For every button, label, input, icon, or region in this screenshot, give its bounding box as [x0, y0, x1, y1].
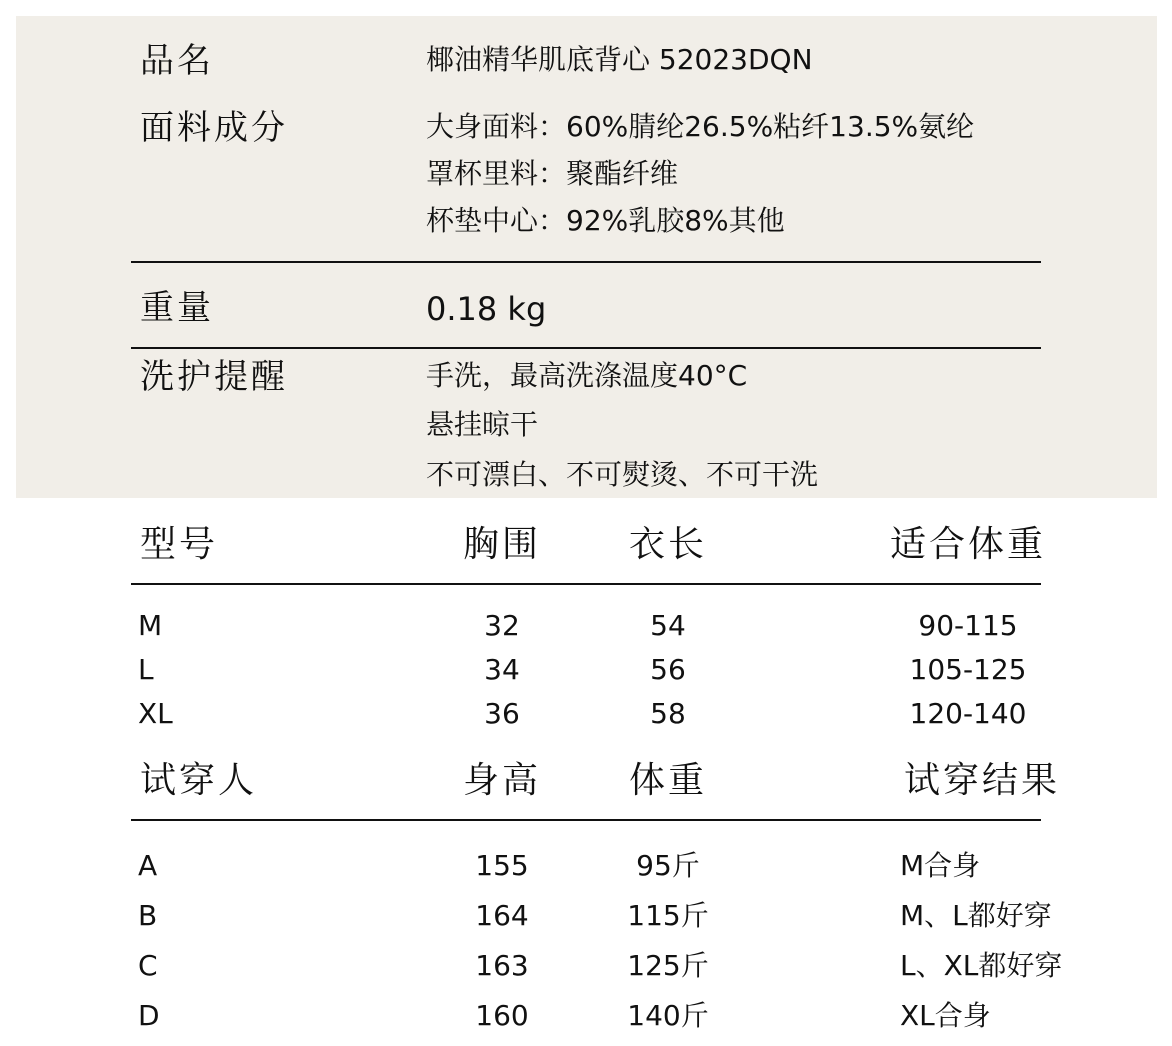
fabric-label: 面料成分: [140, 108, 288, 148]
size-header-chest: 胸围: [462, 524, 542, 565]
care-line: 不可漂白、不可熨烫、不可干洗: [426, 458, 819, 491]
size-cell: 32: [484, 609, 520, 642]
fabric-line: 大身面料：60%腈纶26.5%粘纤13.5%氨纶: [426, 110, 975, 143]
fit-cell: 115斤: [627, 899, 709, 932]
divider: [131, 583, 1041, 585]
size-cell: 34: [484, 653, 520, 686]
product-info-panel: [16, 16, 1157, 498]
fabric-line: 罩杯里料：聚酯纤维: [426, 157, 679, 190]
fit-cell: D: [138, 999, 160, 1032]
fit-cell: A: [138, 849, 158, 882]
fit-cell: B: [138, 899, 158, 932]
size-cell: M: [138, 609, 163, 642]
fit-header-result: 试穿结果: [903, 760, 1061, 801]
fit-cell: M、L都好穿: [900, 899, 1052, 932]
size-cell: 120-140: [909, 697, 1027, 730]
fit-cell: 125斤: [627, 949, 709, 982]
care-label: 洗护提醒: [140, 357, 288, 397]
fit-cell: XL合身: [900, 999, 991, 1032]
size-cell: XL: [138, 697, 173, 730]
care-line: 手洗，最高洗涤温度40°C: [426, 359, 748, 392]
fit-cell: C: [138, 949, 158, 982]
size-cell: 54: [650, 609, 686, 642]
size-cell: L: [138, 653, 154, 686]
name-value: 椰油精华肌底背心 52023DQN: [426, 43, 813, 76]
size-cell: 105-125: [909, 653, 1027, 686]
weight-label: 重量: [140, 288, 214, 328]
fit-cell: 95斤: [636, 849, 700, 882]
fit-cell: 160: [475, 999, 529, 1032]
care-line: 悬挂晾干: [426, 408, 539, 441]
divider: [131, 819, 1041, 821]
fit-cell: L、XL都好穿: [900, 949, 1063, 982]
fit-cell: 140斤: [627, 999, 709, 1032]
fit-cell: 155: [475, 849, 529, 882]
weight-value: 0.18 kg: [426, 290, 547, 328]
fit-cell: M合身: [900, 849, 981, 882]
fit-header-height: 身高: [462, 760, 542, 801]
size-cell: 90-115: [918, 609, 1018, 642]
fabric-line: 杯垫中心：92%乳胶8%其他: [426, 204, 785, 237]
name-label: 品名: [140, 41, 214, 81]
divider: [131, 261, 1041, 263]
fit-cell: 164: [475, 899, 529, 932]
fit-cell: 163: [475, 949, 529, 982]
fit-header-person: 试穿人: [140, 760, 258, 801]
divider: [131, 347, 1041, 349]
size-cell: 58: [650, 697, 686, 730]
fit-header-weight: 体重: [628, 760, 708, 801]
size-header-length: 衣长: [628, 524, 708, 565]
size-header-weight: 适合体重: [889, 524, 1047, 565]
size-header-model: 型号: [140, 524, 219, 565]
size-cell: 36: [484, 697, 520, 730]
size-cell: 56: [650, 653, 686, 686]
